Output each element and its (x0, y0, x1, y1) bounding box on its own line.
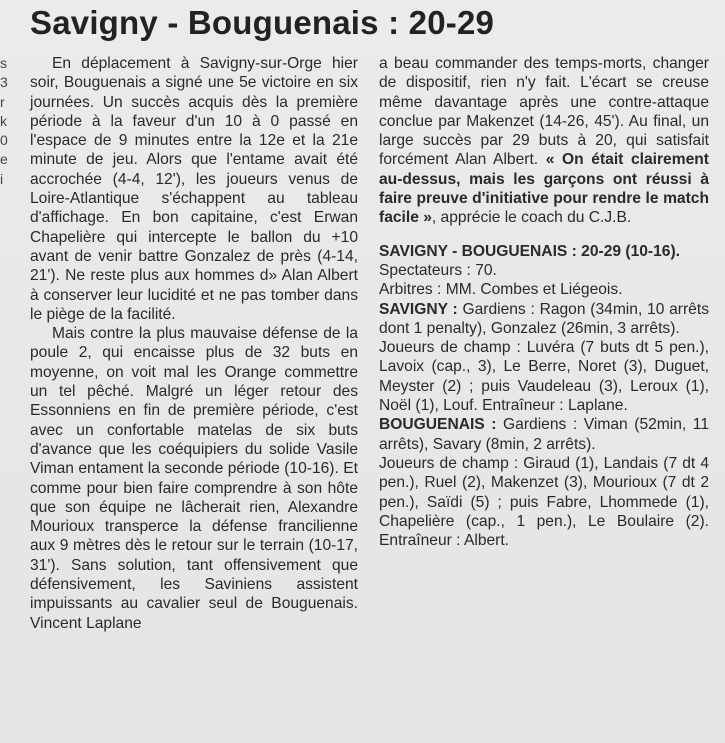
edge-letter: 3 (0, 74, 8, 91)
edge-letter: 0 (0, 132, 8, 149)
edge-letter: s (0, 55, 7, 71)
edge-letter: i (0, 170, 4, 187)
edge-letter: e (0, 151, 8, 168)
team-savigny (379, 300, 709, 339)
referees: Arbitres : MM. Combes et Liégeois. (379, 281, 623, 299)
headline: Savigny - Bouguenais : 20-29 (30, 4, 495, 41)
team-keepers: Gardiens : Ragon (34min, 10 arrêts dont 1 penalty), Gonzalez (26min, 3 arrêts). (379, 300, 709, 337)
article-text: a beau commander des temps-morts, changer de dispositif, rien n'y fait. L'écart se creuse même davantage après une contre-attaque conclue par Makenzet (14-26, 45'). Au final, un large succès par 29 buts à 20, qui satisfait forcément Alan Albert. (379, 55, 709, 169)
team-keepers: Gardiens : Viman (52min, 11 arrêts), Savary (8min, 2 arrêts). (379, 416, 709, 453)
match-sheet (379, 242, 709, 551)
article-paragraph (379, 54, 709, 228)
team-name: BOUGUENAIS : (379, 416, 497, 434)
coach-quote: « On était clairement au-dessus, mais les garçons ont réussi à faire preuve d'initiative pour rendre le match facile » (379, 151, 709, 227)
match-sheet-title: SAVIGNY - BOUGUENAIS : 20-29 (10-16). (379, 242, 680, 260)
team-bouguenais (379, 415, 709, 454)
team-name: SAVIGNY : (379, 300, 458, 318)
spectators: Spectateurs : 70. (379, 261, 497, 279)
article-text: , apprécie le coach du C.J.B. (431, 209, 632, 227)
article-paragraph: En déplacement à Savigny-sur-Orge hier soir, Bouguenais a signé une 5e victoire en six journées. Un succès acquis dès la première période à la faveur d'un 10 à 0 passé en l'espace de 9 minutes entre la 12e et la 21e minute de jeu. Alors que l'entame avait été accrochée (4-4, 12'), les joueurs venus de Loire-Atlantique s'échappent au tableau d'affichage. En bon capitaine, c'est Erwan Chapelière qui intercepte le ballon du +10 avant de venir battre Gonzalez de près (4-14, 21'). Ne reste plus aux hommes d» Alan Albert à conserver leur lucidité et ne pas tomber dans le piège de la facilité. (30, 55, 358, 323)
article-right-column (379, 54, 709, 550)
team-savigny-players: Joueurs de champ : Luvéra (7 buts dt 5 pen.), Lavoix (cap., 3), Le Berre, Noret (3), Duguet, Meyster (2) ; puis Vaudeleau (3), Leroux (1), Noël (1), Louf. Entraîneur : Laplane. (379, 339, 709, 415)
cut-off-column-fragment (0, 54, 10, 189)
article-paragraph: Mais contre la plus mauvaise défense de la poule 2, qui encaisse plus de 32 buts en moyenne, on voit mal les Orange commettre un tel pêché. Malgré un léger retour des Essonniens en fin de première période, c'est avec un confortable matelas de six buts d'avance que les coéquipiers du solide Vasile Viman entament la seconde période (10-16). Et comme pour bien faire comprendre à son hôte que son équipe ne lâcherait rien, Alexandre Mourioux transperce la défense francilienne aux 9 mètres dès le retour sur le terrain (10-17, 31'). Sans solution, tant offensivement que défensivement, les Saviniens assistent impuissants au cavalier seul de Bouguenais. Vincent Laplane (30, 325, 358, 632)
edge-letter: k (0, 112, 7, 129)
team-bouguenais-players: Joueurs de champ : Giraud (1), Landais (7 dt 4 pen.), Ruel (2), Makenzet (3), Mourioux (7 dt 2 pen.), Saïdi (5) ; puis Fabre, Lhommede (1), Chapelière (cap., 1 pen.), Le Boulaire (2). Entraîneur : Albert. (379, 454, 709, 550)
article-left-column (30, 54, 358, 633)
edge-letter: r (0, 93, 5, 110)
